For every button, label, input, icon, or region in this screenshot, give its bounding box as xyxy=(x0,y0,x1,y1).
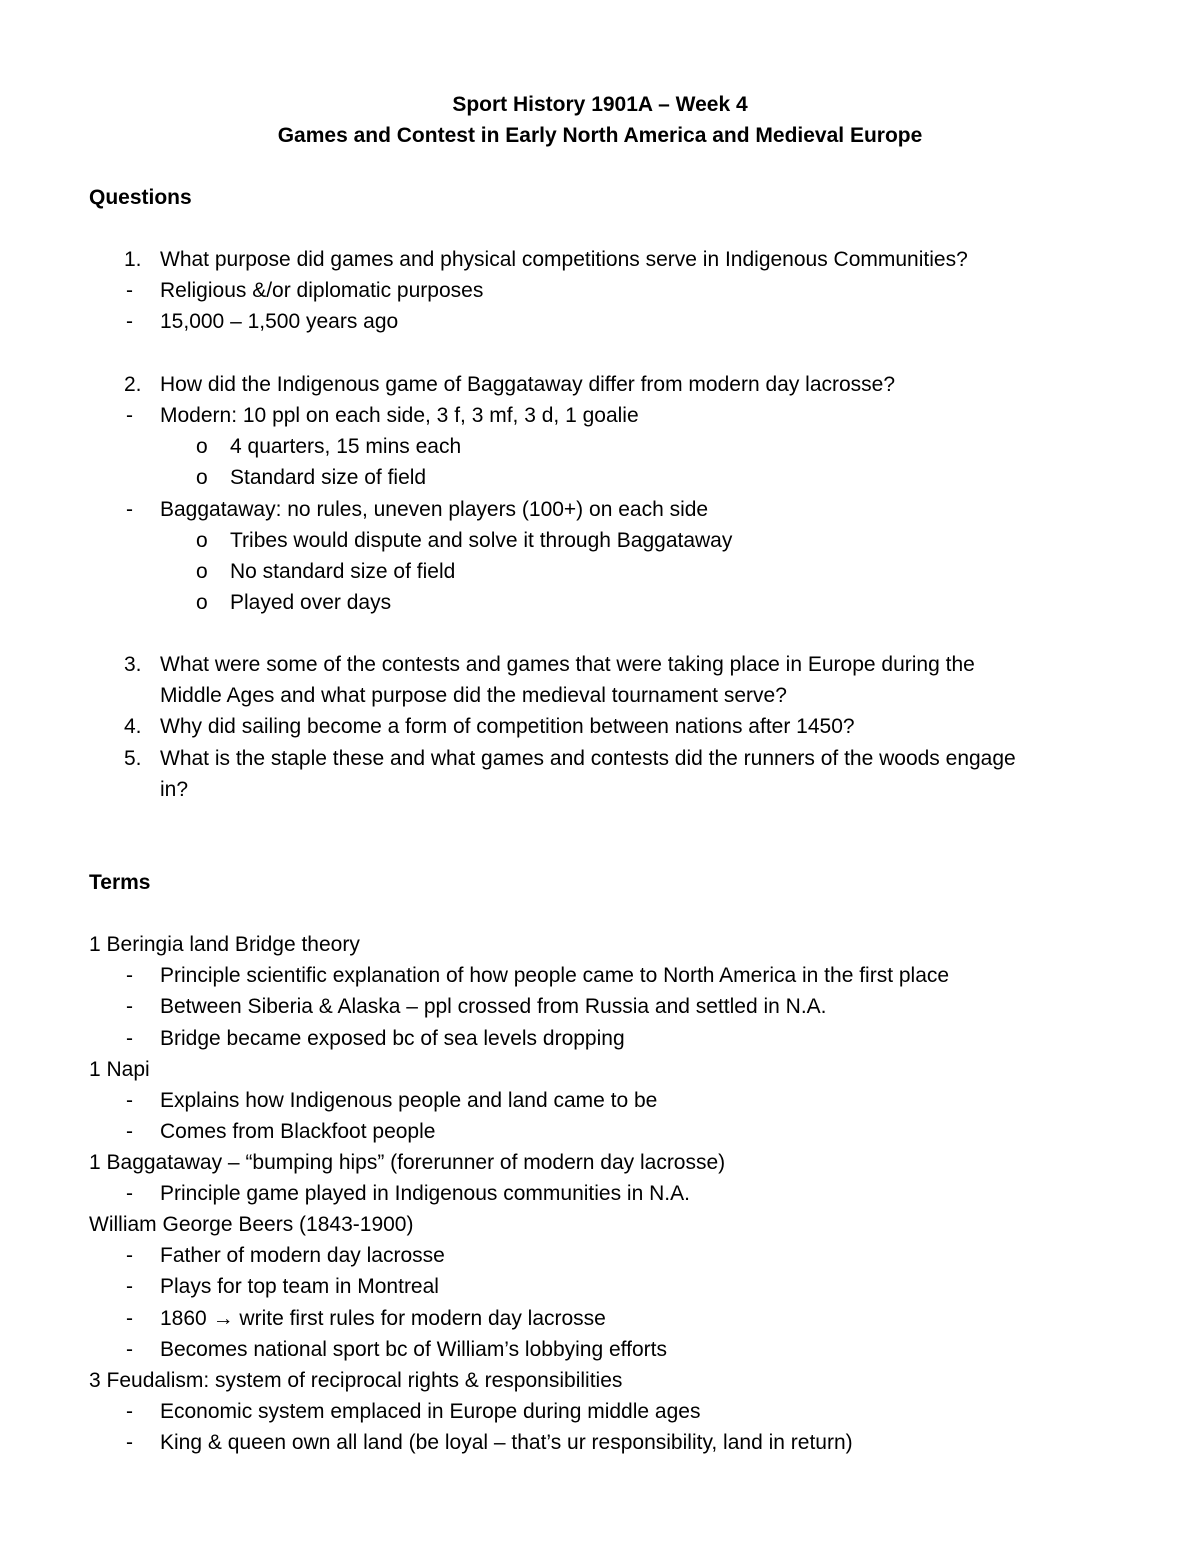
bullet-text: Between Siberia & Alaska – ppl crossed from Russia and settled in N.A. xyxy=(160,995,827,1018)
bullet-text: Baggataway: no rules, uneven players (100+) on each side xyxy=(160,498,709,521)
question-number: 1. xyxy=(124,248,142,271)
terms-heading: Terms xyxy=(89,871,151,894)
bullet-text: Plays for top team in Montreal xyxy=(160,1275,439,1298)
bullet-dash: - xyxy=(126,404,133,427)
bullet-dash: - xyxy=(126,1431,133,1454)
sub-bullet-text: No standard size of field xyxy=(230,560,456,583)
bullet-text: Bridge became exposed bc of sea levels dropping xyxy=(160,1027,625,1050)
bullet-dash: - xyxy=(126,964,133,987)
arrow-right-icon: → xyxy=(212,1307,234,1330)
bullet-text: Principle game played in Indigenous communities in N.A. xyxy=(160,1182,690,1205)
question-text: What were some of the contests and games that were taking place in Europe during the xyxy=(160,653,975,676)
bullet-dash: - xyxy=(126,1338,133,1361)
bullet-dash: - xyxy=(126,1120,133,1143)
question-number: 3. xyxy=(124,653,142,676)
bullet-text: Modern: 10 ppl on each side, 3 f, 3 mf, 3 d, 1 goalie xyxy=(160,404,639,427)
bullet-text: Economic system emplaced in Europe during middle ages xyxy=(160,1400,701,1423)
bullet-text: Explains how Indigenous people and land came to be xyxy=(160,1089,658,1112)
term-title: 3 Feudalism: system of reciprocal rights & responsibilities xyxy=(89,1369,623,1392)
sub-bullet-text: 4 quarters, 15 mins each xyxy=(230,435,462,458)
bullet-dash: - xyxy=(126,1307,133,1330)
bullet-dash: - xyxy=(126,1089,133,1112)
question-text: What is the staple these and what games and contests did the runners of the woods engage xyxy=(160,747,1016,770)
sub-bullet-text: Standard size of field xyxy=(230,466,427,489)
question-text: What purpose did games and physical competitions serve in Indigenous Communities? xyxy=(160,248,968,271)
bullet-dash: - xyxy=(126,1275,133,1298)
bullet-text: Becomes national sport bc of William’s lobbying efforts xyxy=(160,1338,667,1361)
bullet-dash: - xyxy=(126,498,133,521)
bullet-circle: o xyxy=(196,591,208,614)
question-text-continued: in? xyxy=(160,778,189,801)
question-text: How did the Indigenous game of Baggataway differ from modern day lacrosse? xyxy=(160,373,896,396)
term-title: William George Beers (1843-1900) xyxy=(89,1213,414,1236)
question-number: 5. xyxy=(124,747,142,770)
bullet-text: Religious &/or diplomatic purposes xyxy=(160,279,484,302)
bullet-circle: o xyxy=(196,560,208,583)
bullet-text xyxy=(160,1305,606,1333)
question-number: 2. xyxy=(124,373,142,396)
document-subtitle: Games and Contest in Early North America and Medieval Europe xyxy=(277,124,923,147)
questions-heading: Questions xyxy=(89,186,192,209)
bullet-circle: o xyxy=(196,466,208,489)
term-title: 1 Napi xyxy=(89,1058,150,1081)
question-text-continued: Middle Ages and what purpose did the medieval tournament serve? xyxy=(160,684,787,707)
bullet-dash: - xyxy=(126,279,133,302)
bullet-text-rest: write first rules for modern day lacrosse xyxy=(239,1307,606,1330)
sub-bullet-text: Tribes would dispute and solve it through Baggataway xyxy=(230,529,733,552)
bullet-text: Comes from Blackfoot people xyxy=(160,1120,436,1143)
question-number: 4. xyxy=(124,715,142,738)
term-title: 1 Beringia land Bridge theory xyxy=(89,933,360,956)
bullet-dash: - xyxy=(126,1027,133,1050)
question-text: Why did sailing become a form of competition between nations after 1450? xyxy=(160,715,855,738)
bullet-dash: - xyxy=(126,1400,133,1423)
document-title: Sport History 1901A – Week 4 xyxy=(452,93,748,116)
bullet-circle: o xyxy=(196,435,208,458)
bullet-dash: - xyxy=(126,310,133,333)
sub-bullet-text: Played over days xyxy=(230,591,392,614)
bullet-dash: - xyxy=(126,1244,133,1267)
year-text: 1860 xyxy=(160,1307,207,1330)
bullet-text: King & queen own all land (be loyal – that’s ur responsibility, land in return) xyxy=(160,1431,853,1454)
term-title: 1 Baggataway – “bumping hips” (forerunner of modern day lacrosse) xyxy=(89,1151,726,1174)
bullet-circle: o xyxy=(196,529,208,552)
bullet-text: Father of modern day lacrosse xyxy=(160,1244,445,1267)
bullet-dash: - xyxy=(126,995,133,1018)
bullet-text: 15,000 – 1,500 years ago xyxy=(160,310,399,333)
bullet-text: Principle scientific explanation of how people came to North America in the first place xyxy=(160,964,950,987)
bullet-dash: - xyxy=(126,1182,133,1205)
